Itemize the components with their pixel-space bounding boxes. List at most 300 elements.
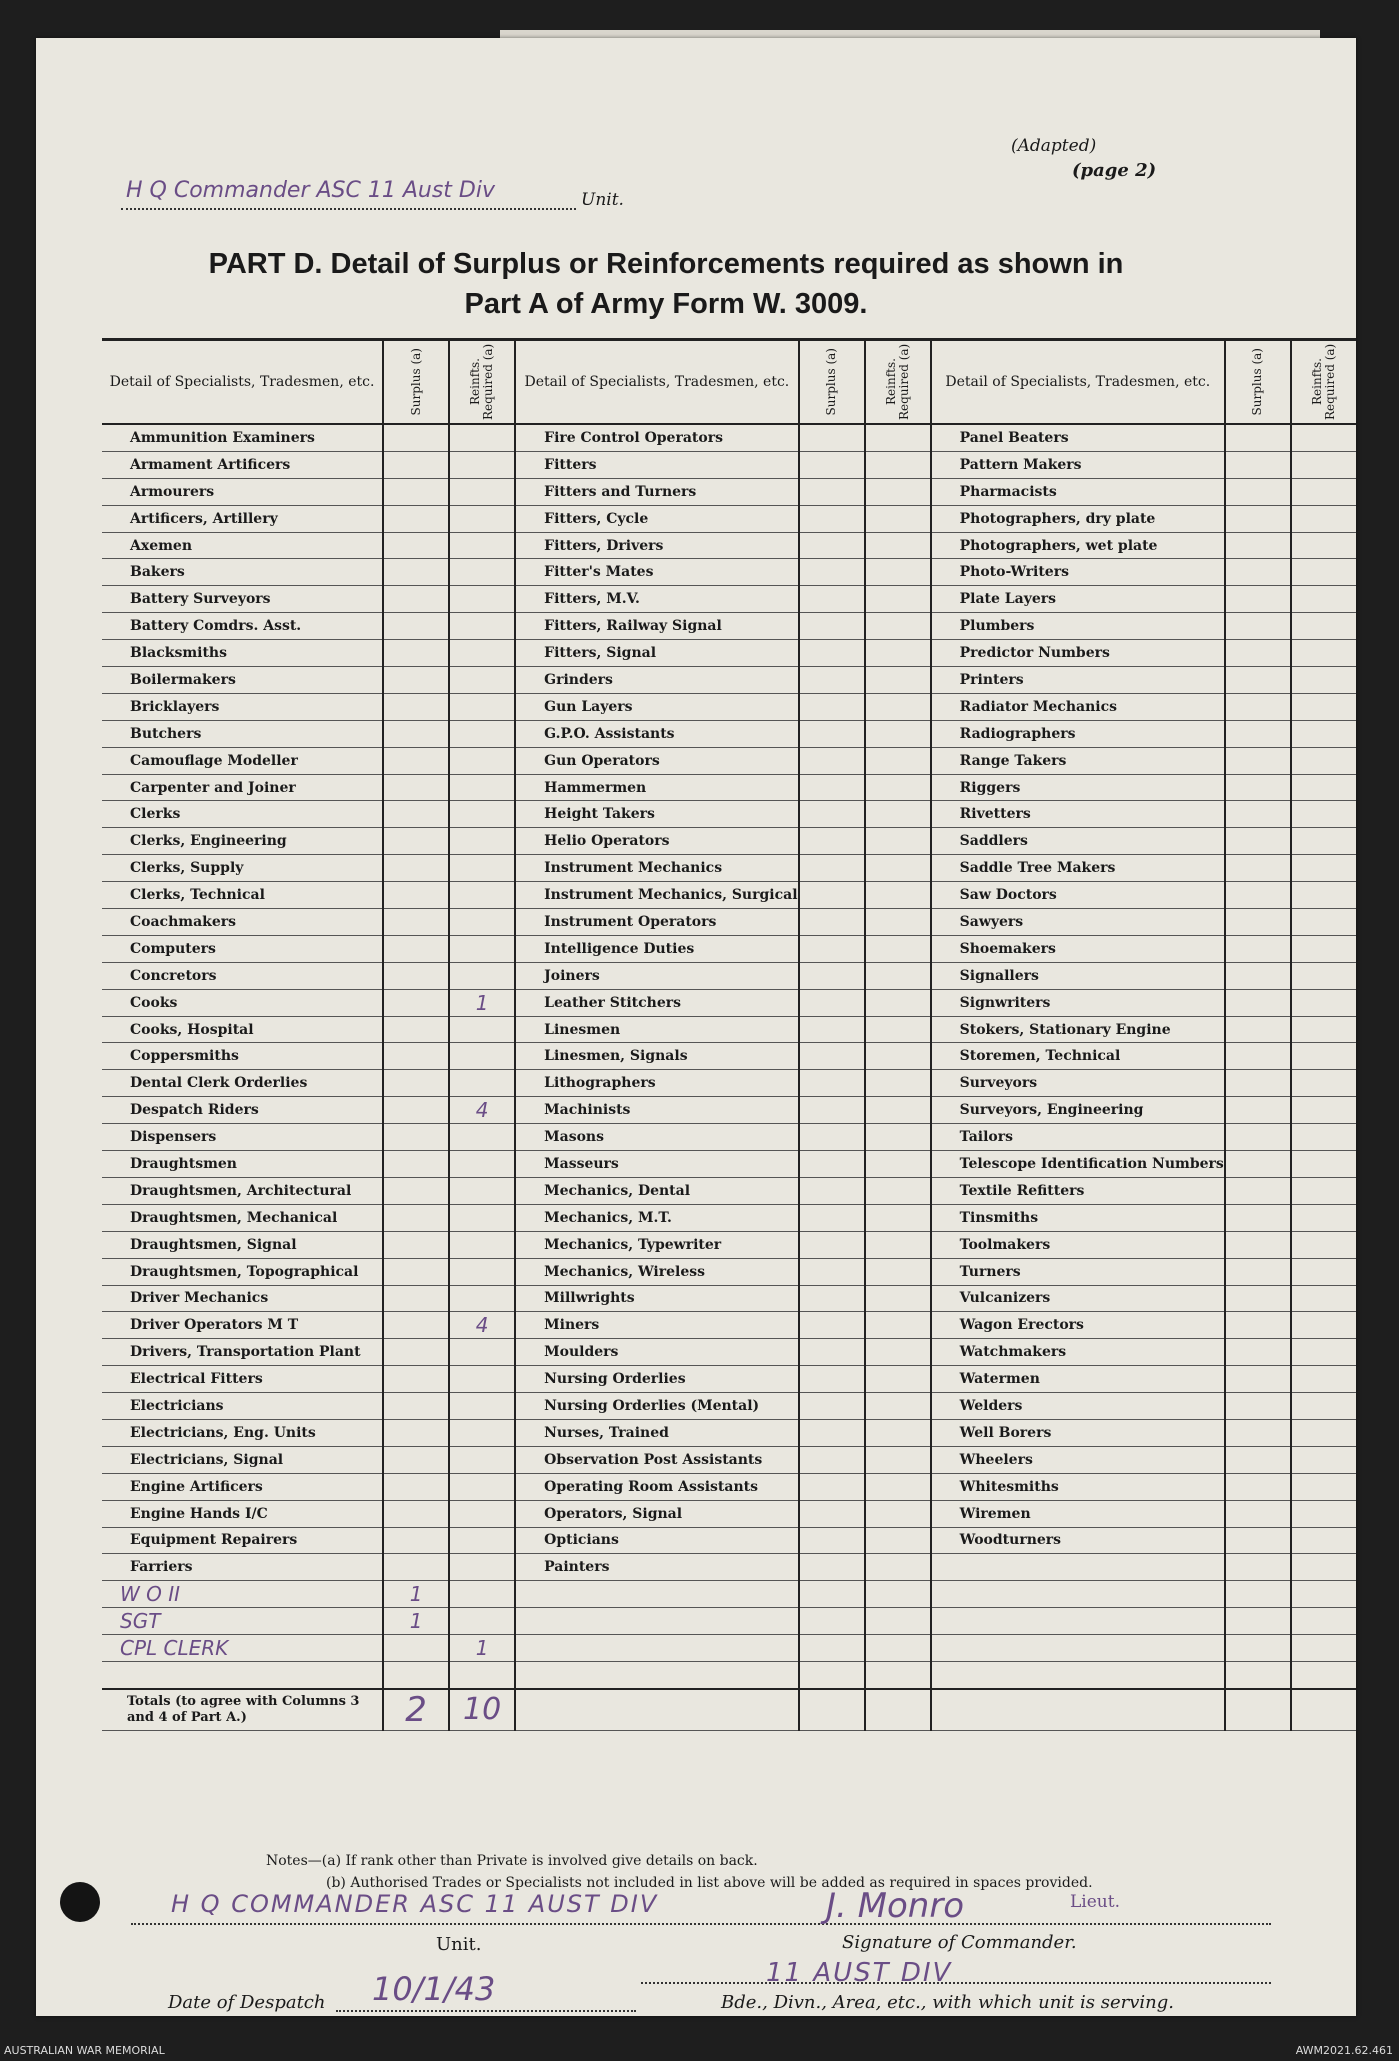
surplus-cell	[799, 801, 865, 828]
surplus-cell	[383, 747, 449, 774]
trade-label: Range Takers	[931, 747, 1225, 774]
trade-label: Fitter's Mates	[515, 559, 798, 586]
punch-hole	[60, 1882, 100, 1922]
surplus-cell	[799, 1097, 865, 1124]
blank-value-cell	[1291, 1581, 1356, 1608]
table-row	[102, 1285, 1356, 1312]
table-row	[102, 1124, 1356, 1151]
surplus-cell	[383, 1124, 449, 1151]
surplus-cell	[1225, 1554, 1291, 1581]
trade-label: Pattern Makers	[931, 451, 1225, 478]
trade-label: Linesmen, Signals	[515, 1043, 798, 1070]
reinfts-cell	[865, 855, 931, 882]
reinfts-cell	[1291, 1393, 1356, 1420]
surplus-cell	[383, 478, 449, 505]
blank-label-cell	[931, 1581, 1225, 1608]
totals-label: Totals (to agree with Columns 3 and 4 of Part A.)	[102, 1689, 383, 1731]
reinfts-cell	[1291, 586, 1356, 613]
trade-label: Miners	[515, 1312, 798, 1339]
surplus-cell	[1225, 451, 1291, 478]
trade-label: Axemen	[102, 532, 383, 559]
reinfts-cell	[1291, 1500, 1356, 1527]
surplus-cell	[799, 478, 865, 505]
surplus-cell	[799, 1151, 865, 1178]
date-label: Date of Despatch	[168, 1992, 326, 2013]
reinfts-cell	[1291, 1097, 1356, 1124]
surplus-cell	[383, 586, 449, 613]
trade-label: Computers	[102, 935, 383, 962]
footer-unit-value: H Q COMMANDER ASC 11 AUST DIV	[171, 1890, 659, 1918]
trade-label: Fitters, Cycle	[515, 505, 798, 532]
reinfts-cell	[449, 1446, 515, 1473]
reinfts-cell	[1291, 774, 1356, 801]
reinfts-cell	[1291, 1177, 1356, 1204]
blank-value-cell	[865, 1581, 931, 1608]
surplus-cell	[799, 909, 865, 936]
table-row	[102, 1097, 1356, 1124]
blank-value-cell	[1225, 1661, 1291, 1688]
reinfts-cell	[449, 640, 515, 667]
surplus-cell	[383, 909, 449, 936]
table-row	[102, 1151, 1356, 1178]
surplus-cell	[1225, 801, 1291, 828]
reinfts-cell	[449, 1124, 515, 1151]
reinfts-cell: 4	[449, 1097, 515, 1124]
reinfts-cell	[449, 1204, 515, 1231]
table-row	[102, 1177, 1356, 1204]
surplus-cell	[383, 667, 449, 694]
table-row	[102, 1204, 1356, 1231]
surplus-cell	[799, 505, 865, 532]
surplus-cell	[1225, 1527, 1291, 1554]
surplus-cell	[1225, 1285, 1291, 1312]
surplus-cell	[1225, 909, 1291, 936]
table-row	[102, 1393, 1356, 1420]
page-number: (page 2)	[1072, 160, 1157, 181]
reinfts-cell	[865, 1500, 931, 1527]
date-value: 10/1/43	[372, 1970, 496, 2008]
trade-label: Instrument Mechanics, Surgical	[515, 882, 798, 909]
reinfts-cell	[449, 774, 515, 801]
added-trade-row	[102, 1635, 1356, 1662]
surplus-cell	[1225, 935, 1291, 962]
trade-label: Printers	[931, 667, 1225, 694]
reinfts-cell	[1291, 532, 1356, 559]
reinfts-cell	[1291, 1043, 1356, 1070]
added-trade-row	[102, 1608, 1356, 1635]
surplus-cell	[383, 882, 449, 909]
trade-label: Fitters, Railway Signal	[515, 613, 798, 640]
trade-label: Operators, Signal	[515, 1500, 798, 1527]
trade-label: Intelligence Duties	[515, 935, 798, 962]
trade-label: Storemen, Technical	[931, 1043, 1225, 1070]
surplus-cell	[799, 720, 865, 747]
reinfts-cell	[449, 505, 515, 532]
blank-label-cell	[931, 1608, 1225, 1635]
note-b: (b) Authorised Trades or Specialists not included in list above will be added as required in spaces provided.	[326, 1875, 1093, 1891]
reinfts-cell	[449, 1366, 515, 1393]
blank-label-cell	[515, 1581, 798, 1608]
blank-value-cell	[799, 1581, 865, 1608]
reinfts-cell	[1291, 720, 1356, 747]
table-row	[102, 720, 1356, 747]
reinfts-cell	[449, 693, 515, 720]
surplus-cell	[1225, 1070, 1291, 1097]
surplus-cell	[799, 1339, 865, 1366]
totals-surplus: 2	[383, 1689, 449, 1731]
surplus-cell	[383, 1446, 449, 1473]
surplus-cell	[799, 1312, 865, 1339]
surplus-cell	[799, 1124, 865, 1151]
trade-label: Leather Stitchers	[515, 989, 798, 1016]
reinfts-cell	[865, 1231, 931, 1258]
trade-label: Watchmakers	[931, 1339, 1225, 1366]
surplus-cell	[1225, 586, 1291, 613]
trade-label: Mechanics, M.T.	[515, 1204, 798, 1231]
surplus-cell	[1225, 882, 1291, 909]
reinfts-cell	[449, 1043, 515, 1070]
surplus-cell	[799, 1393, 865, 1420]
trade-label: Artificers, Artillery	[102, 505, 383, 532]
reinfts-cell	[449, 1500, 515, 1527]
trade-label: Predictor Numbers	[931, 640, 1225, 667]
trade-label: Masseurs	[515, 1151, 798, 1178]
surplus-cell	[799, 962, 865, 989]
surplus-cell	[383, 640, 449, 667]
header-detail-2: Detail of Specialists, Tradesmen, etc.	[515, 340, 798, 425]
surplus-cell	[1225, 1124, 1291, 1151]
reinfts-cell	[865, 774, 931, 801]
surplus-cell	[1225, 1177, 1291, 1204]
added-trade-row	[102, 1581, 1356, 1608]
table-row	[102, 801, 1356, 828]
header-surplus-3: Surplus (a)	[1225, 340, 1291, 425]
reinfts-cell	[1291, 1473, 1356, 1500]
surplus-cell	[799, 532, 865, 559]
blank-value-cell	[1225, 1635, 1291, 1662]
reinfts-cell	[449, 1581, 515, 1608]
trade-label: Machinists	[515, 1097, 798, 1124]
surplus-cell	[1225, 1043, 1291, 1070]
reinfts-cell	[865, 1419, 931, 1446]
table-row	[102, 505, 1356, 532]
header-detail-3: Detail of Specialists, Tradesmen, etc.	[931, 340, 1225, 425]
reinfts-cell	[449, 1554, 515, 1581]
trade-label: Watermen	[931, 1366, 1225, 1393]
added-trade-label	[102, 1661, 383, 1688]
table-row	[102, 935, 1356, 962]
trade-label: Clerks	[102, 801, 383, 828]
surplus-cell	[799, 1366, 865, 1393]
surplus-cell	[383, 424, 449, 451]
surplus-cell	[1225, 962, 1291, 989]
trade-label: Concretors	[102, 962, 383, 989]
surplus-cell	[799, 693, 865, 720]
added-trade-label: W O II	[102, 1581, 383, 1608]
trade-label: Moulders	[515, 1339, 798, 1366]
surplus-cell	[1225, 989, 1291, 1016]
reinfts-cell	[449, 1393, 515, 1420]
reinfts-cell	[1291, 1258, 1356, 1285]
surplus-cell	[1225, 559, 1291, 586]
surplus-cell	[1225, 1393, 1291, 1420]
table-row	[102, 1231, 1356, 1258]
reinfts-cell	[865, 1393, 931, 1420]
reinfts-cell	[1291, 505, 1356, 532]
blank-label-cell	[515, 1635, 798, 1662]
trade-label: Bakers	[102, 559, 383, 586]
blank-value-cell	[799, 1635, 865, 1662]
surplus-cell	[1225, 667, 1291, 694]
trade-label: Electrical Fitters	[102, 1366, 383, 1393]
totals-reinfts: 10	[449, 1689, 515, 1731]
surplus-cell	[1225, 1446, 1291, 1473]
formation-value: 11 AUST DIV	[766, 1958, 953, 1988]
rank: Lieut.	[1070, 1892, 1120, 1912]
table-row	[102, 451, 1356, 478]
reinfts-cell	[1291, 1016, 1356, 1043]
surplus-cell	[383, 1393, 449, 1420]
note-a: Notes—(a) If rank other than Private is involved give details on back.	[266, 1853, 758, 1869]
surplus-cell	[1225, 747, 1291, 774]
surplus-cell	[383, 693, 449, 720]
surplus-cell	[799, 1043, 865, 1070]
trade-label: Draughtsmen, Signal	[102, 1231, 383, 1258]
reinfts-cell	[449, 882, 515, 909]
table-row	[102, 424, 1356, 451]
trade-label: Grinders	[515, 667, 798, 694]
surplus-cell	[1225, 613, 1291, 640]
table-row	[102, 855, 1356, 882]
blank-value-cell	[799, 1661, 865, 1688]
trade-label: Tailors	[931, 1124, 1225, 1151]
trade-label	[931, 1554, 1225, 1581]
surplus-cell	[1225, 1366, 1291, 1393]
trade-label: Fitters, M.V.	[515, 586, 798, 613]
surplus-cell	[383, 1285, 449, 1312]
trade-label: Photo-Writers	[931, 559, 1225, 586]
trade-label: Electricians	[102, 1393, 383, 1420]
trade-label: Turners	[931, 1258, 1225, 1285]
trade-label: Clerks, Supply	[102, 855, 383, 882]
surplus-cell	[383, 1016, 449, 1043]
trade-label: Electricians, Signal	[102, 1446, 383, 1473]
reinfts-cell	[449, 1285, 515, 1312]
surplus-cell: 1	[383, 1608, 449, 1635]
surplus-cell	[799, 882, 865, 909]
trade-label: Signallers	[931, 962, 1225, 989]
surplus-cell	[1225, 855, 1291, 882]
reinfts-cell	[1291, 693, 1356, 720]
reinfts-cell	[865, 828, 931, 855]
surplus-cell	[799, 1258, 865, 1285]
surplus-cell	[799, 828, 865, 855]
blank-value-cell	[1225, 1608, 1291, 1635]
table-row	[102, 909, 1356, 936]
trade-label: Whitesmiths	[931, 1473, 1225, 1500]
trade-label: Welders	[931, 1393, 1225, 1420]
table-row	[102, 1446, 1356, 1473]
table-row	[102, 747, 1356, 774]
reinfts-cell	[449, 586, 515, 613]
reinfts-cell	[865, 1339, 931, 1366]
trade-label: Carpenter and Joiner	[102, 774, 383, 801]
surplus-cell	[1225, 1500, 1291, 1527]
trade-label: Dispensers	[102, 1124, 383, 1151]
table-row	[102, 586, 1356, 613]
table-row	[102, 962, 1356, 989]
surplus-cell	[383, 1419, 449, 1446]
reinfts-cell	[449, 1258, 515, 1285]
surplus-cell	[383, 935, 449, 962]
trade-label: Instrument Operators	[515, 909, 798, 936]
reinfts-cell	[865, 747, 931, 774]
trade-label: Driver Mechanics	[102, 1285, 383, 1312]
surplus-cell	[799, 1016, 865, 1043]
reinfts-cell	[449, 1231, 515, 1258]
surplus-cell	[799, 1177, 865, 1204]
surplus-cell	[383, 720, 449, 747]
surplus-cell	[799, 1527, 865, 1554]
trade-label: Joiners	[515, 962, 798, 989]
table-row	[102, 1339, 1356, 1366]
reinfts-cell	[865, 451, 931, 478]
reinfts-cell	[865, 1177, 931, 1204]
trade-label: Painters	[515, 1554, 798, 1581]
reinfts-cell	[1291, 1339, 1356, 1366]
trade-label: Draughtsmen, Architectural	[102, 1177, 383, 1204]
reinfts-cell	[449, 828, 515, 855]
reinfts-cell	[865, 586, 931, 613]
reinfts-cell	[449, 613, 515, 640]
trade-label: Pharmacists	[931, 478, 1225, 505]
reinfts-cell	[449, 1608, 515, 1635]
trade-label: Boilermakers	[102, 667, 383, 694]
blank-value-cell	[1291, 1635, 1356, 1662]
trade-label: Hammermen	[515, 774, 798, 801]
added-trade-row	[102, 1661, 1356, 1688]
surplus-cell	[383, 1500, 449, 1527]
surplus-cell	[383, 1204, 449, 1231]
table-row	[102, 1527, 1356, 1554]
trade-label: Operating Room Assistants	[515, 1473, 798, 1500]
trade-label: Millwrights	[515, 1285, 798, 1312]
reinfts-cell	[865, 1446, 931, 1473]
table-row	[102, 1258, 1356, 1285]
surplus-cell	[383, 1070, 449, 1097]
trade-label: G.P.O. Assistants	[515, 720, 798, 747]
added-trade-label: CPL CLERK	[102, 1635, 383, 1662]
table-row	[102, 613, 1356, 640]
reinfts-cell	[865, 935, 931, 962]
reinfts-cell	[449, 424, 515, 451]
trade-label: Farriers	[102, 1554, 383, 1581]
surplus-cell	[1225, 1231, 1291, 1258]
table-row	[102, 1016, 1356, 1043]
trade-label: Bricklayers	[102, 693, 383, 720]
form-title-line2: Part A of Army Form W. 3009.	[464, 288, 868, 320]
trade-label: Coppersmiths	[102, 1043, 383, 1070]
trade-label: Radiographers	[931, 720, 1225, 747]
table-row	[102, 882, 1356, 909]
trade-label: Blacksmiths	[102, 640, 383, 667]
table-row	[102, 640, 1356, 667]
table-row	[102, 774, 1356, 801]
trade-label: Cooks	[102, 989, 383, 1016]
reinfts-cell: 1	[449, 1635, 515, 1662]
surplus-cell	[383, 613, 449, 640]
reinfts-cell	[1291, 855, 1356, 882]
surplus-cell	[1225, 640, 1291, 667]
surplus-cell	[383, 1554, 449, 1581]
surplus-cell	[799, 586, 865, 613]
blank-value-cell	[865, 1661, 931, 1688]
surplus-cell	[383, 559, 449, 586]
trade-label: Riggers	[931, 774, 1225, 801]
surplus-cell	[1225, 1258, 1291, 1285]
reinfts-cell	[449, 855, 515, 882]
reinfts-cell	[449, 962, 515, 989]
trade-label: Gun Operators	[515, 747, 798, 774]
surplus-cell	[383, 1258, 449, 1285]
surplus-cell	[1225, 505, 1291, 532]
reinfts-cell	[449, 1151, 515, 1178]
trade-label: Observation Post Assistants	[515, 1446, 798, 1473]
reinfts-cell	[1291, 451, 1356, 478]
trade-label: Fire Control Operators	[515, 424, 798, 451]
reinfts-cell	[449, 720, 515, 747]
surplus-cell	[383, 1635, 449, 1662]
blank-label-cell	[931, 1635, 1225, 1662]
surplus-cell	[1225, 1016, 1291, 1043]
surplus-cell	[383, 962, 449, 989]
form-title-line1: PART D. Detail of Surplus or Reinforcements required as shown in	[208, 248, 1124, 280]
reinfts-cell	[865, 801, 931, 828]
trade-label: Clerks, Engineering	[102, 828, 383, 855]
specialists-table	[102, 338, 1356, 1731]
surplus-cell	[383, 1043, 449, 1070]
surplus-cell	[1225, 1473, 1291, 1500]
surplus-cell	[383, 1661, 449, 1688]
reinfts-cell	[449, 532, 515, 559]
reinfts-cell	[1291, 1124, 1356, 1151]
surplus-cell	[799, 935, 865, 962]
reinfts-cell	[1291, 1527, 1356, 1554]
reinfts-cell	[449, 801, 515, 828]
table-row	[102, 989, 1356, 1016]
reinfts-cell	[449, 478, 515, 505]
surplus-cell	[383, 1339, 449, 1366]
reinfts-cell	[865, 1151, 931, 1178]
blank-value-cell	[865, 1635, 931, 1662]
reinfts-cell	[865, 1527, 931, 1554]
blank-label-cell	[515, 1661, 798, 1688]
reinfts-cell	[1291, 1151, 1356, 1178]
reinfts-cell	[1291, 640, 1356, 667]
surplus-cell	[1225, 720, 1291, 747]
reinfts-cell	[1291, 882, 1356, 909]
surplus-cell	[799, 559, 865, 586]
reinfts-cell	[865, 667, 931, 694]
trade-label: Battery Surveyors	[102, 586, 383, 613]
surplus-cell	[383, 1312, 449, 1339]
surplus-cell	[799, 855, 865, 882]
trade-label: Engine Hands I/C	[102, 1500, 383, 1527]
trade-label: Mechanics, Dental	[515, 1177, 798, 1204]
reinfts-cell	[865, 909, 931, 936]
surplus-cell	[799, 989, 865, 1016]
surplus-cell	[799, 774, 865, 801]
